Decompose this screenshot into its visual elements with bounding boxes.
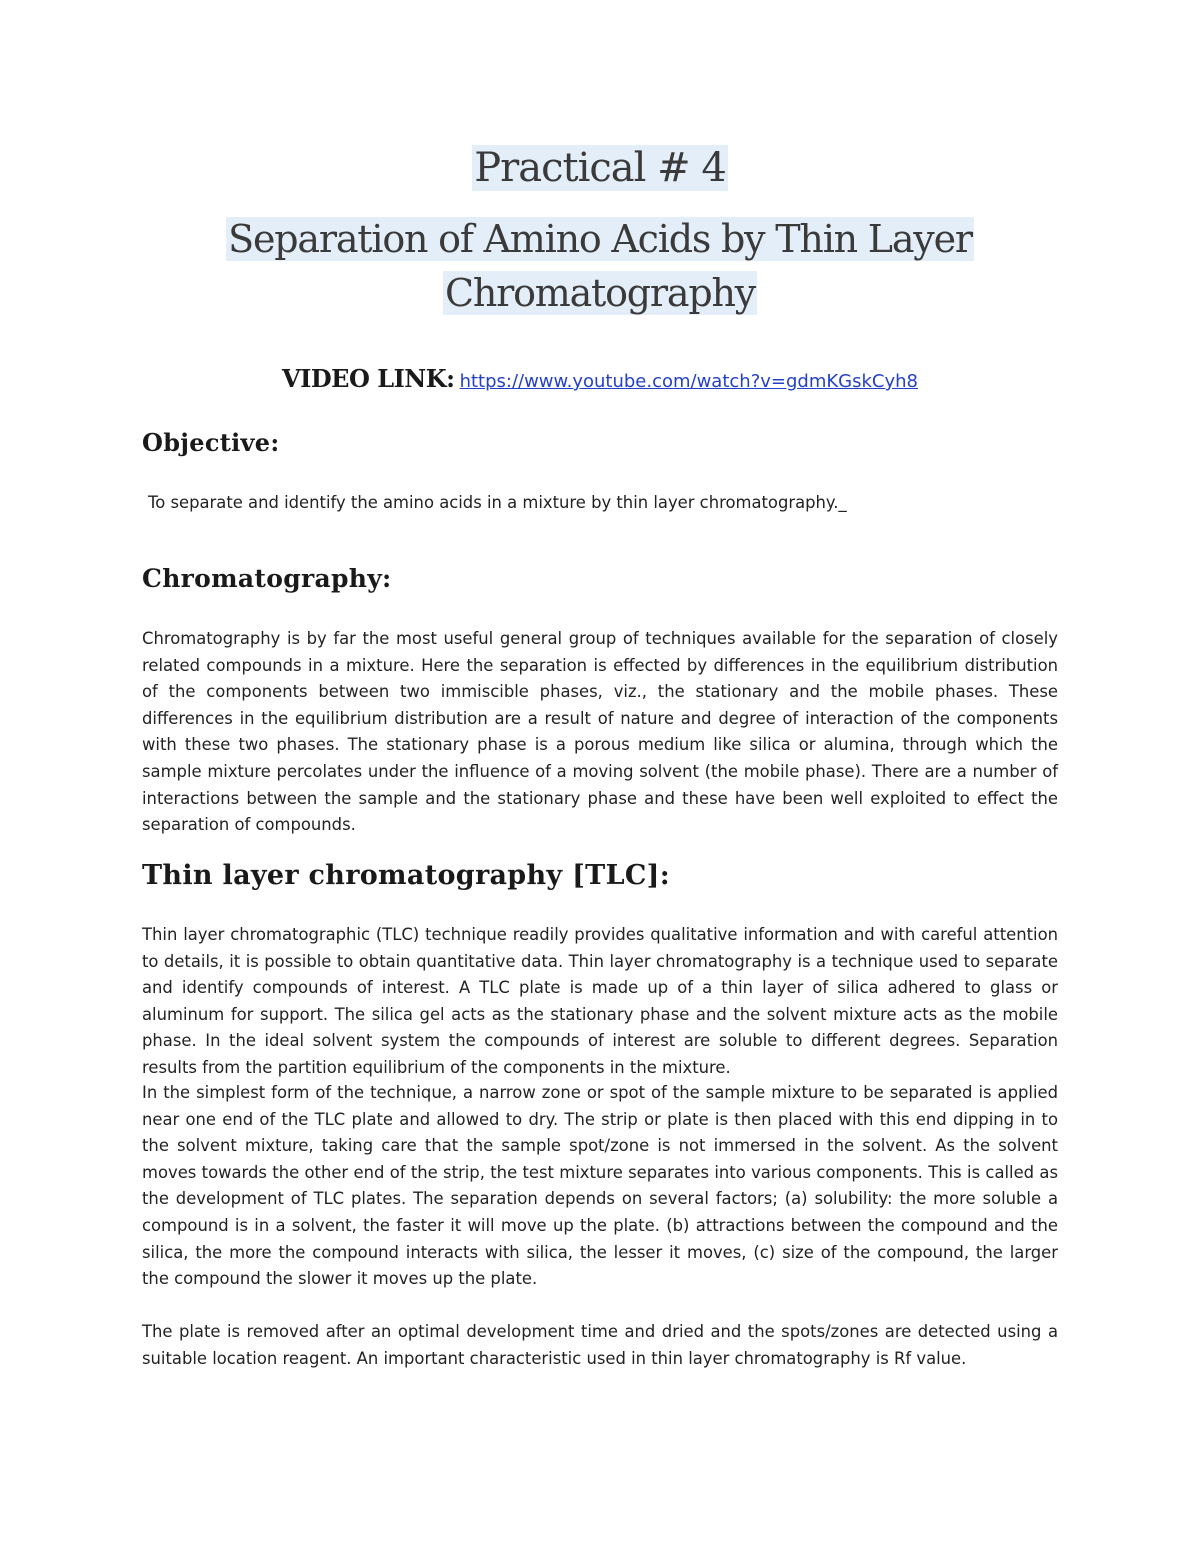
title-line-1 [0, 140, 1200, 196]
tlc-section-1 [142, 922, 1058, 1082]
title-line-2 [0, 212, 1200, 266]
title-main-part-2: Chromatography [444, 271, 756, 315]
tlc-heading: Thin layer chromatography [TLC]: [142, 860, 670, 891]
tlc-paragraph-2: In the simplest form of the technique, a narrow zone or spot of the sample mixture to be separated is applied near one end of the TLC plate and allowed to dry. The strip or plate is then placed with this end dipping in to the solvent mixture, taking care that the sample spot/zone is not immersed in the solvent. As the solvent moves towards the other end of the strip, the test mixture separates into various components. This is called as the development of TLC plates. The separation depends on several factors; (a) solubility: the more soluble a compound is in a solvent, the faster it will move up the plate. (b) attractions between the compound and the silica, the more the compound interacts with silica, the lesser it moves, (c) size of the compound, the larger the compound the slower it moves up the plate. [142, 1083, 1058, 1289]
title-line-3 [0, 266, 1200, 320]
objective-text [148, 490, 1058, 516]
chromatography-paragraph: Chromatography is by far the most useful general group of techniques available for the separation of closely related compounds in a mixture. Here the separation is effected by differences in the equilibrium distribution of the components between two immiscible phases, viz., the stationary and the mobile phases. These differences in the equilibrium distribution are a result of nature and degree of interaction of the components with these two phases. The stationary phase is a porous medium like silica or alumina, through which the sample mixture percolates under the influence of a moving solvent (the mobile phase). There are a number of interactions between the sample and the stationary phase and these have been well exploited to effect the separation of compounds. [142, 629, 1058, 835]
tlc-section-2 [142, 1080, 1058, 1293]
chromatography-section [142, 626, 1058, 839]
objective-heading: Objective: [142, 428, 280, 457]
chromatography-heading: Chromatography: [142, 564, 392, 593]
title-practical-number: Practical # 4 [474, 145, 726, 191]
tlc-paragraph-3: The plate is removed after an optimal development time and dried and the spots/zones are detected using a suitable location reagent. An important characteristic used in thin layer chromatography is Rf value. [142, 1322, 1058, 1368]
title-main-part-1: Separation of Amino Acids by Thin Layer [228, 217, 972, 261]
video-link-row [0, 364, 1200, 393]
tlc-paragraph-1: Thin layer chromatographic (TLC) technique readily provides qualitative information and with careful attention to details, it is possible to obtain quantitative data. Thin layer chromatography is a technique used to separate and identify compounds of interest. A TLC plate is made up of a thin layer of silica adhered to glass or aluminum for support. The silica gel acts as the stationary phase and the solvent mixture acts as the mobile phase. In the ideal solvent system the compounds of interest are soluble to different degrees. Separation results from the partition equilibrium of the components in the mixture. [142, 925, 1058, 1077]
video-link-url[interactable]: https://www.youtube.com/watch?v=gdmKGskCyh8 [459, 371, 919, 392]
video-link-label: VIDEO LINK: [281, 364, 455, 393]
objective-paragraph: To separate and identify the amino acids in a mixture by thin layer chromatography._ [148, 493, 847, 512]
tlc-section-3 [142, 1319, 1058, 1372]
